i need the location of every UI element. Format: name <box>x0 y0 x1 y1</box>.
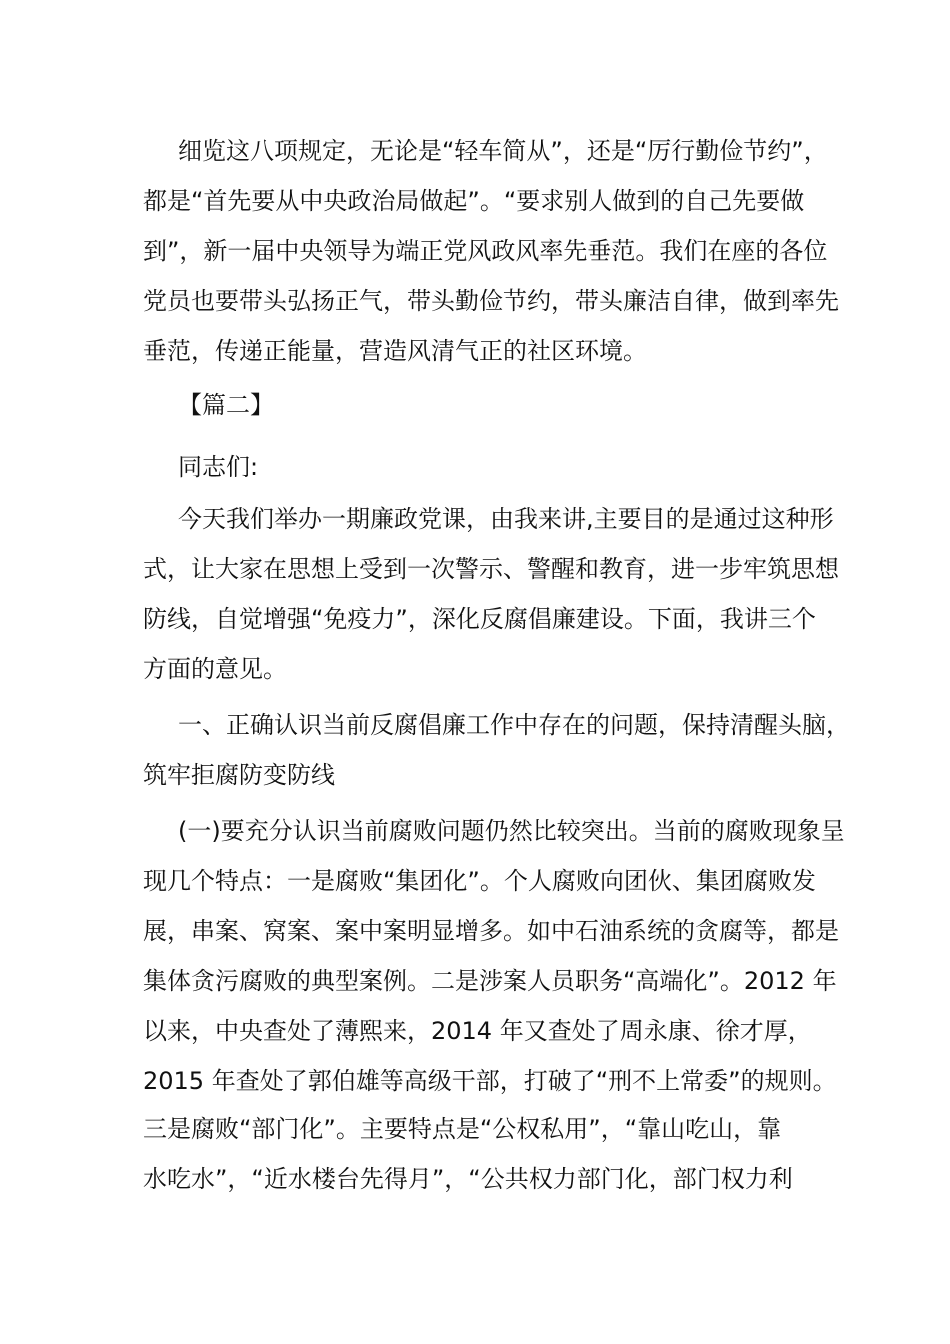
text-line: 垂范，传递正能量，营造风清气正的社区环境。 <box>143 337 647 365</box>
text-line: 式，让大家在思想上受到一次警示、警醒和教育，进一步牢筑思想 <box>143 555 839 583</box>
text-line: 2015 年查处了郭伯雄等高级干部，打破了“刑不上常委”的规则。 <box>143 1067 837 1095</box>
text-line: 现几个特点：一是腐败“集团化”。个人腐败向团伙、集团腐败发 <box>143 867 816 895</box>
text-line: 水吃水”，“近水楼台先得月”，“公共权力部门化，部门权力利 <box>143 1165 793 1193</box>
text-line: (一)要充分认识当前腐败问题仍然比较突出。当前的腐败现象呈 <box>178 817 845 845</box>
text-line: 今天我们举办一期廉政党课，由我来讲,主要目的是通过这种形 <box>178 505 834 533</box>
text-line: 以来，中央查处了薄熙来，2014 年又查处了周永康、徐才厚， <box>143 1017 812 1045</box>
text-line: 一、正确认识当前反腐倡廉工作中存在的问题，保持清醒头脑， <box>178 711 850 739</box>
section-heading: 【篇二】 <box>178 391 274 419</box>
text-line: 防线，自觉增强“免疫力”，深化反腐倡廉建设。下面，我讲三个 <box>143 605 816 633</box>
text-line: 方面的意见。 <box>143 655 287 683</box>
text-line: 筑牢拒腐防变防线 <box>143 761 335 789</box>
text-line: 党员也要带头弘扬正气，带头勤俭节约，带头廉洁自律，做到率先 <box>143 287 839 315</box>
salutation: 同志们: <box>178 453 259 481</box>
text-line: 到”，新一届中央领导为端正党风政风率先垂范。我们在座的各位 <box>143 237 828 265</box>
text-line: 都是“首先要从中央政治局做起”。“要求别人做到的自己先要做 <box>143 187 805 215</box>
text-line: 三是腐败“部门化”。主要特点是“公权私用”，“靠山吃山，靠 <box>143 1115 782 1143</box>
text-line: 展，串案、窝案、案中案明显增多。如中石油系统的贪腐等，都是 <box>143 917 839 945</box>
text-line: 集体贪污腐败的典型案例。二是涉案人员职务“高端化”。2012 年 <box>143 967 837 995</box>
text-line: 细览这八项规定，无论是“轻车简从”，还是“厉行勤俭节约”， <box>178 137 828 165</box>
